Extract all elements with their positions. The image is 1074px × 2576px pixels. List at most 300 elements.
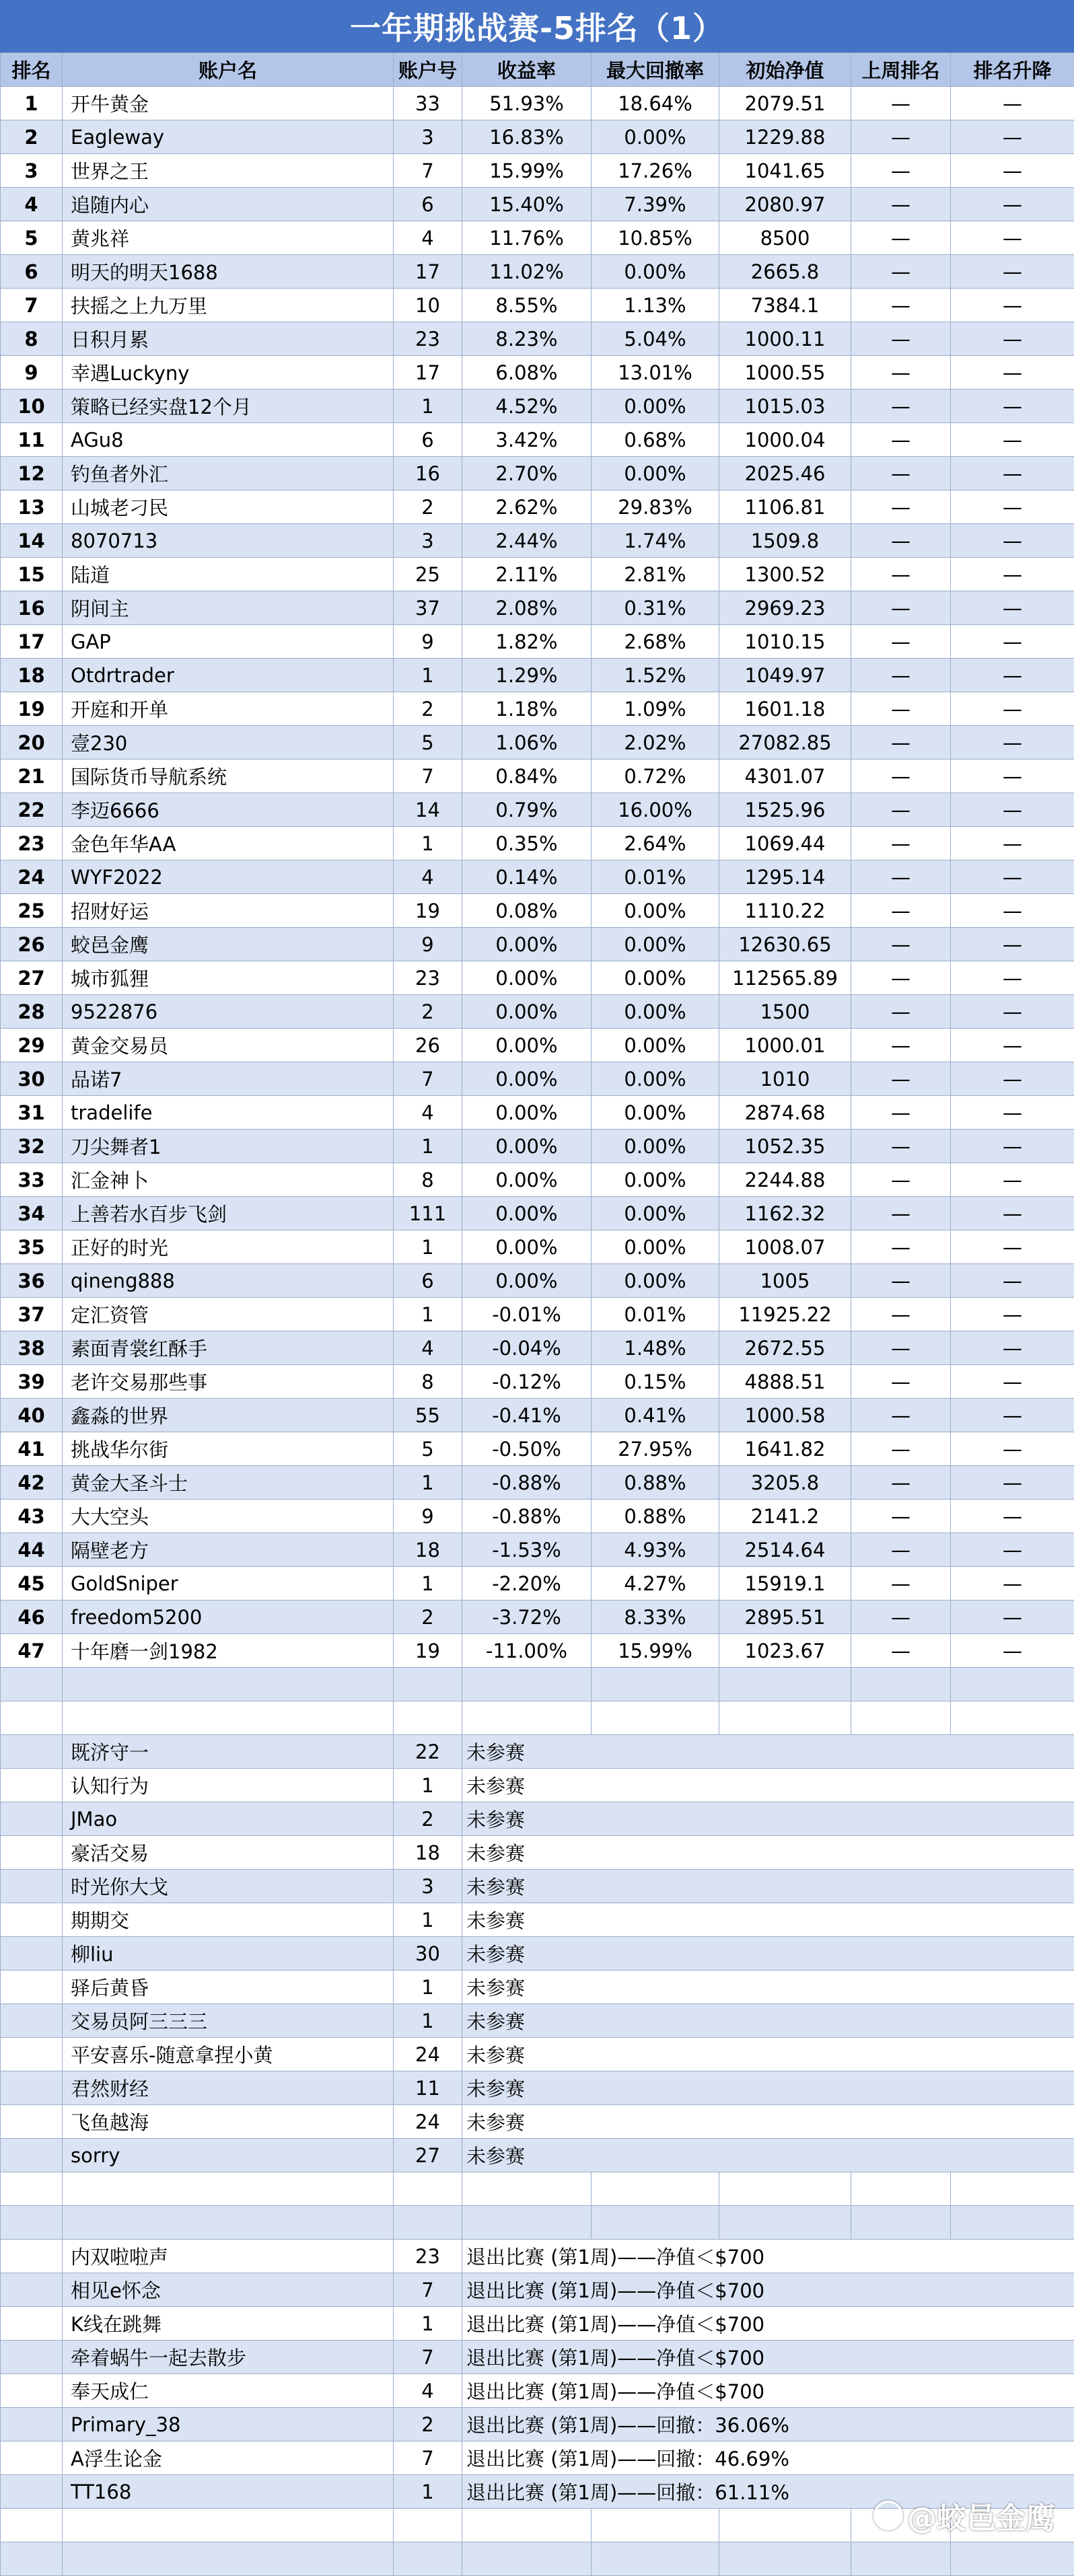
account-name-cell: WYF2022 (63, 860, 394, 894)
rank-cell: 4 (1, 188, 63, 221)
account-number-cell: 4 (394, 860, 462, 894)
max-drawdown-cell: 0.00% (592, 894, 719, 928)
account-number-cell: 2 (394, 692, 462, 726)
blank-row (1, 2542, 1074, 2576)
account-name-cell: Eagleway (63, 120, 394, 154)
not-joined-row (1, 1937, 1074, 1971)
status-note-cell: 退出比赛 (第1周)——回撤：46.69% (462, 2441, 1074, 2475)
rank-change-cell: — (951, 760, 1074, 793)
table-row (1, 1197, 1074, 1230)
table-row (1, 1298, 1074, 1331)
last-week-rank-cell: — (851, 894, 951, 928)
rank-change-cell: — (951, 188, 1074, 221)
max-drawdown-cell: 1.52% (592, 659, 719, 692)
rank-change-cell: — (951, 1600, 1074, 1634)
max-drawdown-cell: 0.00% (592, 390, 719, 423)
account-number-cell: 26 (394, 1029, 462, 1062)
account-name-cell: 上善若水百步飞剑 (63, 1197, 394, 1230)
empty-cell (951, 2542, 1074, 2576)
table-row (1, 1432, 1074, 1466)
account-name-cell: 品诺7 (63, 1062, 394, 1096)
table-row (1, 1096, 1074, 1130)
status-note-cell: 未参赛 (462, 1836, 1074, 1870)
account-name-cell: 君然财经 (63, 2071, 394, 2105)
account-name-cell: 陆道 (63, 558, 394, 591)
rank-change-cell: — (951, 289, 1074, 322)
account-number-cell: 4 (394, 1096, 462, 1130)
initial-nav-cell: 2514.64 (719, 1533, 851, 1567)
account-name-cell: 大大空头 (63, 1500, 394, 1533)
account-name-cell: 黄金大圣斗士 (63, 1466, 394, 1500)
last-week-rank-cell: — (851, 1600, 951, 1634)
last-week-rank-cell: — (851, 423, 951, 457)
header-last-week-rank: 上周排名 (851, 53, 951, 87)
return-rate-cell: 2.44% (462, 524, 592, 558)
account-number-cell: 6 (394, 188, 462, 221)
max-drawdown-cell: 0.88% (592, 1466, 719, 1500)
return-rate-cell: 0.00% (462, 1230, 592, 1264)
rank-change-cell: — (951, 390, 1074, 423)
account-name-cell: 开牛黄金 (63, 87, 394, 120)
last-week-rank-cell: — (851, 1264, 951, 1298)
account-number-cell: 17 (394, 356, 462, 390)
rank-cell (1, 2105, 63, 2139)
status-note-cell: 退出比赛 (第1周)——净值＜$700 (462, 2240, 1074, 2273)
table-row (1, 289, 1074, 322)
return-rate-cell: 11.02% (462, 255, 592, 289)
account-number-cell: 1 (394, 1298, 462, 1331)
max-drawdown-cell: 18.64% (592, 87, 719, 120)
table-row (1, 154, 1074, 188)
last-week-rank-cell: — (851, 961, 951, 995)
return-rate-cell: 1.06% (462, 726, 592, 760)
rank-change-cell: — (951, 1062, 1074, 1096)
account-number-cell: 23 (394, 961, 462, 995)
account-number-cell: 2 (394, 1600, 462, 1634)
rank-change-cell: — (951, 221, 1074, 255)
last-week-rank-cell: — (851, 255, 951, 289)
account-number-cell: 23 (394, 2240, 462, 2273)
account-number-cell: 5 (394, 1432, 462, 1466)
return-rate-cell: -0.88% (462, 1466, 592, 1500)
last-week-rank-cell: — (851, 860, 951, 894)
rank-change-cell: — (951, 255, 1074, 289)
account-number-cell: 55 (394, 1399, 462, 1432)
account-number-cell: 19 (394, 894, 462, 928)
rank-change-cell: — (951, 1197, 1074, 1230)
table-row (1, 860, 1074, 894)
return-rate-cell: 0.79% (462, 793, 592, 827)
rank-cell (1, 2004, 63, 2038)
initial-nav-cell: 1500 (719, 995, 851, 1029)
table-row (1, 961, 1074, 995)
initial-nav-cell: 2141.2 (719, 1500, 851, 1533)
last-week-rank-cell: — (851, 928, 951, 961)
max-drawdown-cell: 0.88% (592, 1500, 719, 1533)
table-row (1, 1500, 1074, 1533)
max-drawdown-cell: 16.00% (592, 793, 719, 827)
rank-cell (1, 2441, 63, 2475)
empty-cell (951, 2172, 1074, 2206)
account-name-cell: 策略已经实盘12个月 (63, 390, 394, 423)
table-row (1, 827, 1074, 860)
max-drawdown-cell: 0.00% (592, 1096, 719, 1130)
last-week-rank-cell: — (851, 558, 951, 591)
exited-row (1, 2341, 1074, 2374)
max-drawdown-cell: 0.00% (592, 120, 719, 154)
account-number-cell: 25 (394, 558, 462, 591)
account-number-cell: 1 (394, 390, 462, 423)
max-drawdown-cell: 0.00% (592, 1197, 719, 1230)
status-note-cell: 退出比赛 (第1周)——净值＜$700 (462, 2374, 1074, 2408)
max-drawdown-cell: 1.09% (592, 692, 719, 726)
initial-nav-cell: 1641.82 (719, 1432, 851, 1466)
account-name-cell: 招财好运 (63, 894, 394, 928)
rank-cell: 3 (1, 154, 63, 188)
last-week-rank-cell: — (851, 524, 951, 558)
blank-row (1, 1701, 1074, 1735)
header-max-drawdown: 最大回撤率 (592, 53, 719, 87)
account-number-cell: 1 (394, 1971, 462, 2004)
rank-cell: 22 (1, 793, 63, 827)
table-row (1, 322, 1074, 356)
return-rate-cell: 16.83% (462, 120, 592, 154)
account-number-cell: 4 (394, 1331, 462, 1365)
account-number-cell: 1 (394, 1769, 462, 1802)
account-name-cell: K线在跳舞 (63, 2307, 394, 2341)
last-week-rank-cell: — (851, 995, 951, 1029)
rank-change-cell: — (951, 1634, 1074, 1668)
table-row (1, 524, 1074, 558)
return-rate-cell: 2.62% (462, 490, 592, 524)
status-note-cell: 未参赛 (462, 1870, 1074, 1903)
account-name-cell: A浮生论金 (63, 2441, 394, 2475)
account-number-cell: 4 (394, 221, 462, 255)
max-drawdown-cell: 2.81% (592, 558, 719, 591)
table-row (1, 423, 1074, 457)
rank-cell: 47 (1, 1634, 63, 1668)
last-week-rank-cell: — (851, 289, 951, 322)
rank-cell: 11 (1, 423, 63, 457)
last-week-rank-cell: — (851, 625, 951, 659)
return-rate-cell: 2.70% (462, 457, 592, 490)
rank-change-cell: — (951, 1533, 1074, 1567)
max-drawdown-cell: 0.00% (592, 1029, 719, 1062)
last-week-rank-cell: — (851, 120, 951, 154)
account-number-cell: 6 (394, 1264, 462, 1298)
return-rate-cell: 0.00% (462, 1197, 592, 1230)
return-rate-cell: 15.40% (462, 188, 592, 221)
return-rate-cell: 1.29% (462, 659, 592, 692)
empty-cell (719, 2206, 851, 2240)
account-number-cell: 7 (394, 2273, 462, 2307)
account-number-cell: 6 (394, 423, 462, 457)
status-note-cell: 退出比赛 (第1周)——净值＜$700 (462, 2273, 1074, 2307)
rank-change-cell: — (951, 356, 1074, 390)
initial-nav-cell: 1005 (719, 1264, 851, 1298)
empty-cell (592, 2206, 719, 2240)
table-row (1, 625, 1074, 659)
table-row (1, 1567, 1074, 1600)
account-number-cell: 7 (394, 154, 462, 188)
max-drawdown-cell: 0.00% (592, 1062, 719, 1096)
account-number-cell: 24 (394, 2038, 462, 2071)
account-name-cell: 认知行为 (63, 1769, 394, 1802)
initial-nav-cell: 7384.1 (719, 289, 851, 322)
table-row (1, 356, 1074, 390)
rank-cell (1, 1870, 63, 1903)
initial-nav-cell: 1023.67 (719, 1634, 851, 1668)
account-number-cell: 2 (394, 1802, 462, 1836)
return-rate-cell: 0.00% (462, 1163, 592, 1197)
account-name-cell: 世界之王 (63, 154, 394, 188)
rank-cell: 18 (1, 659, 63, 692)
rank-cell: 38 (1, 1331, 63, 1365)
exited-row (1, 2273, 1074, 2307)
not-joined-row (1, 1903, 1074, 1937)
max-drawdown-cell: 8.33% (592, 1600, 719, 1634)
return-rate-cell: 15.99% (462, 154, 592, 188)
blank-row (1, 1668, 1074, 1701)
rank-change-cell: — (951, 558, 1074, 591)
not-joined-row (1, 2105, 1074, 2139)
rank-change-cell: — (951, 1399, 1074, 1432)
account-name-cell: tradelife (63, 1096, 394, 1130)
rank-change-cell: — (951, 591, 1074, 625)
max-drawdown-cell: 2.02% (592, 726, 719, 760)
header-return-rate: 收益率 (462, 53, 592, 87)
rank-cell: 7 (1, 289, 63, 322)
last-week-rank-cell: — (851, 154, 951, 188)
account-number-cell: 2 (394, 2408, 462, 2441)
rank-cell: 1 (1, 87, 63, 120)
account-number-cell: 1 (394, 1567, 462, 1600)
account-name-cell: 老许交易那些事 (63, 1365, 394, 1399)
last-week-rank-cell: — (851, 659, 951, 692)
return-rate-cell: 0.35% (462, 827, 592, 860)
last-week-rank-cell: — (851, 692, 951, 726)
table-row (1, 1163, 1074, 1197)
rank-cell (1, 1802, 63, 1836)
rank-cell (1, 1971, 63, 2004)
not-joined-row (1, 1735, 1074, 1769)
last-week-rank-cell: — (851, 188, 951, 221)
rank-change-cell: — (951, 1029, 1074, 1062)
status-note-cell: 未参赛 (462, 1971, 1074, 2004)
last-week-rank-cell: — (851, 1230, 951, 1264)
return-rate-cell: 0.14% (462, 860, 592, 894)
max-drawdown-cell: 5.04% (592, 322, 719, 356)
account-name-cell: 黄金交易员 (63, 1029, 394, 1062)
initial-nav-cell: 1010 (719, 1062, 851, 1096)
rank-cell: 28 (1, 995, 63, 1029)
initial-nav-cell: 1110.22 (719, 894, 851, 928)
rank-cell (1, 2374, 63, 2408)
account-name-cell: 挑战华尔街 (63, 1432, 394, 1466)
rank-cell: 23 (1, 827, 63, 860)
initial-nav-cell: 1229.88 (719, 120, 851, 154)
table-row (1, 591, 1074, 625)
rank-cell: 37 (1, 1298, 63, 1331)
initial-nav-cell: 3205.8 (719, 1466, 851, 1500)
rank-cell (1, 2038, 63, 2071)
max-drawdown-cell: 1.48% (592, 1331, 719, 1365)
max-drawdown-cell: 0.00% (592, 1130, 719, 1163)
empty-cell (592, 2172, 719, 2206)
initial-nav-cell: 2672.55 (719, 1331, 851, 1365)
rank-cell (1, 1769, 63, 1802)
header-rank-change: 排名升降 (951, 53, 1074, 87)
rank-change-cell: — (951, 1331, 1074, 1365)
rank-cell: 17 (1, 625, 63, 659)
last-week-rank-cell: — (851, 1432, 951, 1466)
empty-cell (462, 2172, 592, 2206)
empty-cell (462, 2206, 592, 2240)
account-name-cell: 柳liu (63, 1937, 394, 1971)
rank-change-cell: — (951, 423, 1074, 457)
initial-nav-cell: 1069.44 (719, 827, 851, 860)
return-rate-cell: 1.18% (462, 692, 592, 726)
rank-cell: 45 (1, 1567, 63, 1600)
empty-cell (592, 1668, 719, 1701)
empty-cell (592, 2509, 719, 2542)
account-number-cell: 22 (394, 1735, 462, 1769)
account-number-cell: 14 (394, 793, 462, 827)
account-number-cell: 1 (394, 827, 462, 860)
rank-cell: 25 (1, 894, 63, 928)
account-number-cell: 10 (394, 289, 462, 322)
rank-cell: 21 (1, 760, 63, 793)
account-name-cell: 时光你大戈 (63, 1870, 394, 1903)
table-row (1, 1130, 1074, 1163)
rank-change-cell: — (951, 490, 1074, 524)
return-rate-cell: 8.23% (462, 322, 592, 356)
rank-cell (1, 1937, 63, 1971)
last-week-rank-cell: — (851, 1331, 951, 1365)
table-row (1, 188, 1074, 221)
account-name-cell: 山城老刁民 (63, 490, 394, 524)
empty-cell (63, 2509, 394, 2542)
rank-change-cell: — (951, 827, 1074, 860)
rank-change-cell: — (951, 1500, 1074, 1533)
rank-change-cell: — (951, 524, 1074, 558)
initial-nav-cell: 112565.89 (719, 961, 851, 995)
max-drawdown-cell: 0.00% (592, 255, 719, 289)
rank-cell: 35 (1, 1230, 63, 1264)
account-number-cell: 1 (394, 1903, 462, 1937)
account-name-cell: AGu8 (63, 423, 394, 457)
table-row (1, 490, 1074, 524)
rank-cell: 15 (1, 558, 63, 591)
max-drawdown-cell: 0.00% (592, 1163, 719, 1197)
table-row (1, 995, 1074, 1029)
rank-cell: 41 (1, 1432, 63, 1466)
return-rate-cell: 0.00% (462, 961, 592, 995)
last-week-rank-cell: — (851, 1634, 951, 1668)
return-rate-cell: 2.08% (462, 591, 592, 625)
account-number-cell: 3 (394, 120, 462, 154)
empty-cell (394, 2542, 462, 2576)
table-row (1, 726, 1074, 760)
initial-nav-cell: 4888.51 (719, 1365, 851, 1399)
account-name-cell: 相见e怀念 (63, 2273, 394, 2307)
max-drawdown-cell: 2.68% (592, 625, 719, 659)
max-drawdown-cell: 0.01% (592, 860, 719, 894)
last-week-rank-cell: — (851, 1399, 951, 1432)
table-row (1, 1230, 1074, 1264)
rank-cell: 40 (1, 1399, 63, 1432)
ranking-table (0, 52, 1074, 2576)
last-week-rank-cell: — (851, 1500, 951, 1533)
account-number-cell: 7 (394, 2341, 462, 2374)
max-drawdown-cell: 15.99% (592, 1634, 719, 1668)
table-row (1, 1533, 1074, 1567)
account-name-cell: 交易员阿三三三 (63, 2004, 394, 2038)
rank-change-cell: — (951, 1264, 1074, 1298)
max-drawdown-cell: 0.72% (592, 760, 719, 793)
empty-cell (394, 2172, 462, 2206)
empty-cell (1, 2509, 63, 2542)
not-joined-row (1, 2038, 1074, 2071)
max-drawdown-cell: 2.64% (592, 827, 719, 860)
table-row (1, 255, 1074, 289)
initial-nav-cell: 2079.51 (719, 87, 851, 120)
rank-cell: 2 (1, 120, 63, 154)
status-note-cell: 退出比赛 (第1周)——净值＜$700 (462, 2307, 1074, 2341)
last-week-rank-cell: — (851, 1533, 951, 1567)
account-name-cell: 8070713 (63, 524, 394, 558)
status-note-cell: 未参赛 (462, 2105, 1074, 2139)
empty-cell (951, 2206, 1074, 2240)
initial-nav-cell: 2025.46 (719, 457, 851, 490)
max-drawdown-cell: 0.00% (592, 995, 719, 1029)
last-week-rank-cell: — (851, 1163, 951, 1197)
empty-cell (462, 2542, 592, 2576)
return-rate-cell: -1.53% (462, 1533, 592, 1567)
rank-change-cell: — (951, 995, 1074, 1029)
return-rate-cell: 0.00% (462, 1062, 592, 1096)
account-number-cell: 1 (394, 2475, 462, 2509)
account-name-cell: 鑫淼的世界 (63, 1399, 394, 1432)
empty-cell (63, 1668, 394, 1701)
return-rate-cell: 51.93% (462, 87, 592, 120)
not-joined-row (1, 1971, 1074, 2004)
last-week-rank-cell: — (851, 1298, 951, 1331)
initial-nav-cell: 15919.1 (719, 1567, 851, 1600)
return-rate-cell: 1.82% (462, 625, 592, 659)
empty-cell (951, 1668, 1074, 1701)
empty-cell (394, 2206, 462, 2240)
account-number-cell: 23 (394, 322, 462, 356)
initial-nav-cell: 2969.23 (719, 591, 851, 625)
table-row (1, 692, 1074, 726)
account-name-cell: 李迈6666 (63, 793, 394, 827)
not-joined-row (1, 1836, 1074, 1870)
rank-cell (1, 2341, 63, 2374)
rank-cell: 39 (1, 1365, 63, 1399)
initial-nav-cell: 1015.03 (719, 390, 851, 423)
rank-cell: 19 (1, 692, 63, 726)
account-name-cell: GoldSniper (63, 1567, 394, 1600)
account-name-cell: Primary_38 (63, 2408, 394, 2441)
account-name-cell: 飞鱼越海 (63, 2105, 394, 2139)
empty-cell (63, 1701, 394, 1735)
max-drawdown-cell: 7.39% (592, 188, 719, 221)
account-name-cell: 十年磨一剑1982 (63, 1634, 394, 1668)
rank-cell (1, 2307, 63, 2341)
account-number-cell: 3 (394, 1870, 462, 1903)
status-note-cell: 未参赛 (462, 1769, 1074, 1802)
